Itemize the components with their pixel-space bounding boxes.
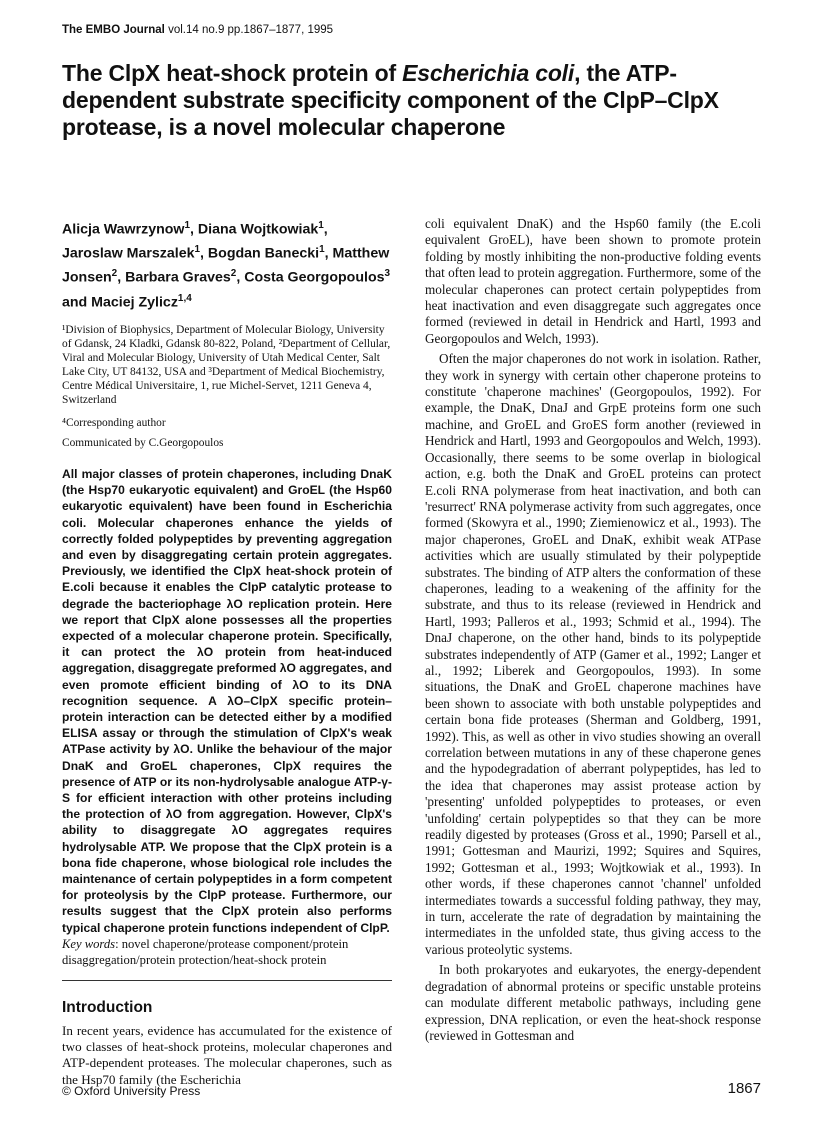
author-sup: 3 (384, 268, 391, 280)
author-sup: 2 (111, 268, 118, 280)
author-sup: 1 (318, 220, 324, 231)
section-heading-introduction: Introduction (62, 998, 153, 1016)
author-sup: 1 (319, 244, 325, 256)
affiliations: ¹Division of Biophysics, Department of Molecular Biology, University of Gdansk, 24 Kladki, Gdansk 80-822, Poland, ²Department of Cellular, Viral and Molecular Biology, University of Utah Medical Center, Salt Lake City, UT 84132, USA and ³Department of Medical Biochemistry, Centre Médical Universitaire, 1, rue Michel-Servet, 1211 Geneva 4, Switzerland (62, 323, 391, 406)
body-paragraph-2: Often the major chaperones do not work in isolation. Rather, they work in synergy with certain other chaperone proteins to constitute 'chaperone machines' (Georgopoulos, 1992). For example, the DnaK, DnaJ and GrpE proteins form one such machine, and GroEL and GroES form another (reviewed in Hendrick and Hartl, 1993 and Georgopoulos and Welch, 1993). Occasionally, there seems to be some overlap in biological action, e.g. both the DnaK and GroEL proteins can protect E.coli RNA polymerase from heat inactivation, and both can 'resurrect' RNA polymerase activity from such aggregates, once formed (Skowyra et al., 1990; Ziemienowicz et al., 1993). The major chaperones, GroEL and DnaK, exhibit weak ATPase activities which are usually stimulated by their polypeptide substrates. The binding of ATP alters the conformation of these chaperones, leading to a weakening of the affinity for the substrate, and thus to its release (reviewed in Hendrick and Hartl, 1993; Palleros et al., 1993; Schmid et al., 1994). The DnaJ chaperone, on the other hand, binds to its polypeptide substrates independently of ATP (Gamer et al., 1992; Langer et al., 1992; Liberek and Georgopoulos, 1993). In some situations, the DnaK and GroEL chaperone machines have been shown to associate with both unstable polypeptides and certain bona fide proteases (Sherman and Goldberg, 1991, 1992). This, as well as other in vivo studies showing an overall correlation between mutations in any of these chaperone genes and the hypodegradation of aberrant polypeptides, has led to the idea that chaperones may assist protease action by 'presenting' unfolded polypeptides to proteases, or even 'unfolding' certain polypeptides so that they can be more readily digested by proteases (Gross et al., 1990; Parsell et al., 1991; Gottesman and Maurizi, 1992; Squires and Squires, 1992; Gottesman et al., 1993; Wojtkowiak et al., 1993). In other words, if these chaperones cannot 'channel' unfolded intermediates towards a successful folding pathway, they may, in turn, accelerate the rate of degradation by maintaining the intermediates in the unfolded state, thus giving access to the various proteolytic systems. (425, 351, 761, 957)
author-sup: 1 (194, 244, 201, 256)
body-paragraph-1: coli equivalent DnaK) and the Hsp60 family (the E.coli equivalent GroEL), have been shown to promote protein folding by mostly inhibiting the non-productive folding events that often lead to protein aggregation. Furthermore, some of the molecular chaperones can protect certain polypeptides from heat inactivation and even disaggregate such aggregates once formed (reviewed in detail in Hendrick and Hartl, 1993 and Georgopoulos and Welch, 1993). (425, 216, 761, 346)
author: Jaroslaw Marszalek (62, 245, 195, 262)
keywords-label: Key words (62, 936, 116, 951)
author: Alicja Wawrzynow (62, 221, 185, 238)
author-sup: 2 (230, 268, 237, 280)
author: Bogdan Banecki (207, 245, 320, 262)
page-number: 1867 (727, 1080, 761, 1097)
intro-paragraph-1: In recent years, evidence has accumulated for the existence of two classes of heat-shock proteins, molecular chaperones and ATP-dependent proteases. The molecular chaperones, such as the Hsp70 family (the Escherichia (62, 1022, 392, 1087)
journal-header (62, 24, 333, 36)
author-sup: 1,4 (177, 292, 192, 304)
author-sup: 1 (184, 220, 190, 231)
keywords-text: : novel chaperone/protease component/protein disaggregation/protein protection/heat-shock protein (62, 936, 349, 967)
journal-name: The EMBO Journal (62, 24, 165, 36)
body-paragraph-3: In both prokaryotes and eukaryotes, the energy-dependent degradation of abnormal proteins or specific unstable proteins can modulate different metabolic pathways, including gene expression, DNA replication, or even the heat-shock response (reviewed in Gottesman and (425, 962, 761, 1043)
paper-title (62, 60, 742, 141)
right-column (425, 216, 761, 1044)
corresponding-author: ⁴Corresponding author (62, 416, 166, 429)
author: Barbara Graves (125, 270, 231, 287)
title-species: Escherichia coli (402, 60, 575, 86)
title-part-2: , the ATP-dependent substrate specificity component of the ClpP–ClpX protease, is a novel molecular chaperone (62, 60, 719, 140)
author: Diana Wojtkowiak (197, 221, 319, 238)
left-column (62, 216, 392, 1088)
author: Matthew Jonsen (62, 245, 390, 287)
keywords (62, 936, 392, 981)
publisher-footer: © Oxford University Press (62, 1084, 201, 1098)
communicated-by: Communicated by C.Georgopoulos (62, 436, 224, 449)
abstract: All major classes of protein chaperones, including DnaK (the Hsp70 eukaryotic equivalent) and GroEL (the Hsp60 eukaryotic equivalent) have been found in Escherichia coli. Molecular chaperones enhance the yields of correctly folded polypeptides by preventing aggregation and even by disaggregating certain protein aggregates. Previously, we identified the ClpX heat-shock protein of E.coli because it enables the ClpP catalytic protease to degrade the bacteriophage λO replication protein. Here we report that ClpX alone possesses all the properties expected of a molecular chaperone protein. Specifically, it can protect the λO protein from heat-induced aggregation, disaggregate preformed λO aggregates, and even promote efficient binding of λO to its DNA recognition sequence. A λO–ClpX specific protein–protein interaction can be detected either by a modified ELISA assay or through the stimulation of ClpX's weak ATPase activity by λO. Unlike the behaviour of the major DnaK and GroEL chaperones, ClpX requires the presence of ATP or its non-hydrolysable analogue ATP-γ-S for efficient interaction with other proteins including the protection of λO from aggregation. However, ClpX's ability to disaggregate λO aggregates requires hydrolysable ATP. We propose that the ClpX protein is a bona fide chaperone, whose biological role includes the maintenance of certain polypeptides in a form competent for proteolysis by the ClpP protease. Furthermore, our results suggest that the ClpX protein also performs typical chaperone protein functions independent of ClpP. (62, 466, 392, 935)
journal-citation: vol.14 no.9 pp.1867–1877, 1995 (164, 24, 334, 36)
author: Costa Georgopoulos (244, 270, 385, 287)
title-part-1: The ClpX heat-shock protein of (62, 60, 403, 86)
author: Maciej Zylicz (91, 294, 178, 311)
author-list: Alicja Wawrzynow$^1$, Diana Wojtkowiak$^1$, Jaroslaw Marszalek$^1$, Bogdan Banecki$^1$, Matthew Jonsen$^2$, Barbara Graves$^2$, Costa Georgopoulos$^3$ and Maciej Zylicz$^{1,4}$ (62, 220, 391, 311)
